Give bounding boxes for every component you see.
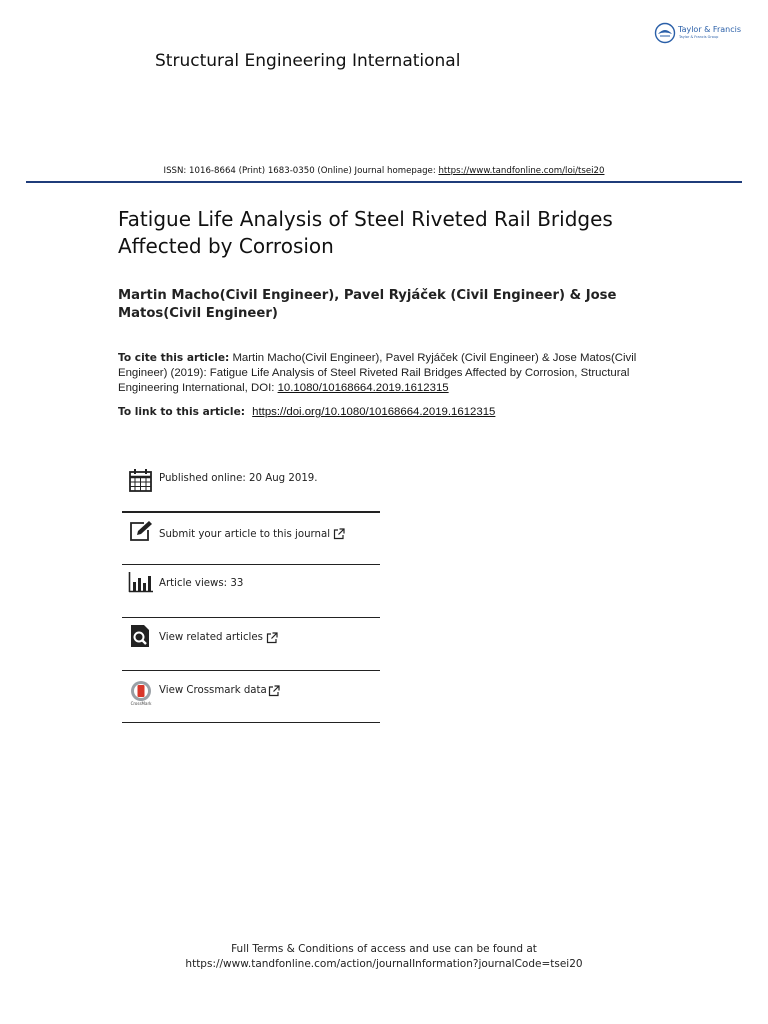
header-divider <box>26 181 742 183</box>
crossmark-badge-label: CrossMark <box>130 701 152 706</box>
external-link-icon <box>266 632 278 644</box>
article-views-row <box>122 566 380 618</box>
publisher-logo-icon <box>654 22 676 44</box>
related-articles-text: View related articles <box>159 632 263 643</box>
info-divider <box>122 670 380 671</box>
crossmark-text: View Crossmark data <box>159 685 267 696</box>
publisher-logo[interactable] <box>654 22 754 48</box>
bar-chart-icon <box>128 570 154 596</box>
article-title: Fatigue Life Analysis of Steel Riveted Rail Bridges Affected by Corrosion <box>118 207 613 258</box>
info-divider <box>122 564 380 565</box>
submit-article-text: Submit your article to this journal <box>159 529 331 540</box>
article-views-text: Article views: 33 <box>159 578 244 589</box>
search-document-icon <box>128 623 154 649</box>
calendar-icon <box>128 467 154 493</box>
article-doi-url[interactable]: https://doi.org/10.1080/10168664.2019.1612315 <box>252 406 496 418</box>
footer-terms-link[interactable]: https://www.tandfonline.com/action/journalInformation?journalCode=tsei20 <box>185 958 583 970</box>
published-online-text: Published online: 20 Aug 2019. <box>159 473 318 484</box>
submit-article-row[interactable] <box>122 516 380 568</box>
article-authors: Martin Macho(Civil Engineer), Pavel Ryjáček (Civil Engineer) & Jose Matos(Civil Engineer) <box>118 288 617 321</box>
related-articles-row[interactable] <box>122 619 380 671</box>
crossmark-row[interactable] <box>122 672 380 724</box>
info-divider <box>122 722 380 723</box>
cite-label: To cite this article: <box>118 352 230 364</box>
publisher-name: Taylor & Francis <box>678 25 741 34</box>
cite-text: Martin Macho(Civil Engineer), Pavel Ryjáček (Civil Engineer) & Jose Matos(Civil Engineer) (2019): Fatigue Life Analysis of Steel Riveted Rail Bridges Affected by Corrosion, Structural Engineering International, DOI: <box>118 352 637 394</box>
doi-link[interactable]: 10.1080/10168664.2019.1612315 <box>277 382 449 394</box>
issn-text: ISSN: 1016-8664 (Print) 1683-0350 (Online) Journal homepage: <box>163 166 439 176</box>
article-link-block <box>118 405 678 420</box>
journal-homepage-link[interactable]: https://www.tandfonline.com/loi/tsei20 <box>438 166 605 176</box>
edit-icon <box>128 518 154 544</box>
publisher-group: Taylor & Francis Group <box>679 35 719 39</box>
published-online-row <box>122 462 380 514</box>
footer-terms-text: Full Terms & Conditions of access and use can be found at <box>231 943 537 955</box>
external-link-icon <box>333 528 345 540</box>
info-divider <box>122 617 380 618</box>
issn-line <box>0 166 768 176</box>
footer <box>0 942 768 972</box>
citation-block <box>118 351 638 396</box>
external-link-icon <box>268 685 280 697</box>
journal-title: Structural Engineering International <box>155 51 461 71</box>
link-label: To link to this article: <box>118 406 245 418</box>
info-divider <box>122 511 380 513</box>
